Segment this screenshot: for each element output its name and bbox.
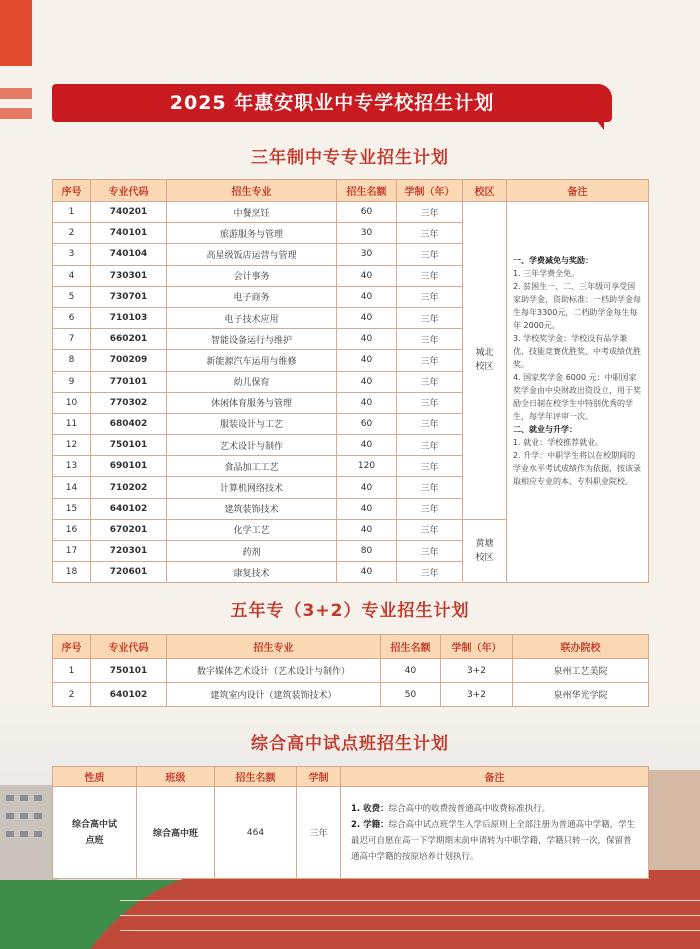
table-row <box>53 683 649 707</box>
header-cell: 招生名额 <box>215 767 297 787</box>
section-title-five-year: 五年专（3+2）专业招生计划 <box>230 601 470 621</box>
notes-heading: 2. 学籍： <box>351 819 389 830</box>
duration: 三年 <box>397 392 463 413</box>
major-name: 新能源汽车运用与维修 <box>167 350 337 371</box>
header-cell: 序号 <box>53 635 91 659</box>
major-name: 建筑装饰技术 <box>167 498 337 519</box>
major-name: 电子商务 <box>167 286 337 307</box>
row-index: 13 <box>53 456 91 477</box>
duration: 三年 <box>397 223 463 244</box>
major-code: 690101 <box>91 456 167 477</box>
duration: 三年 <box>397 435 463 456</box>
quota: 40 <box>337 329 397 350</box>
quota: 40 <box>381 659 441 683</box>
header-cell: 备注 <box>341 767 649 787</box>
notes-text: 2. 升学：中职学生将以在校期间的学业水平考试成绩作为依据，按该录取相应专业的本、专科职业院校。 <box>513 451 641 486</box>
duration: 三年 <box>397 265 463 286</box>
header-cell: 学制 <box>297 767 341 787</box>
duration: 三年 <box>397 202 463 223</box>
notes-cell <box>341 787 649 879</box>
quota: 60 <box>337 413 397 434</box>
row-index: 8 <box>53 350 91 371</box>
major-code: 720301 <box>91 541 167 562</box>
duration: 三年 <box>397 307 463 328</box>
major-name: 化学工艺 <box>167 519 337 540</box>
duration: 三年 <box>397 456 463 477</box>
partner-college: 泉州工艺美院 <box>513 659 649 683</box>
three-year-plan-table <box>52 179 649 583</box>
duration: 三年 <box>397 371 463 392</box>
table-header-row <box>53 180 649 202</box>
major-code: 670201 <box>91 519 167 540</box>
major-name: 建筑室内设计（建筑装饰技术） <box>167 683 381 707</box>
quota: 40 <box>337 371 397 392</box>
major-code: 750101 <box>91 435 167 456</box>
header-cell: 专业代码 <box>91 635 167 659</box>
header-cell: 班级 <box>137 767 215 787</box>
row-index: 14 <box>53 477 91 498</box>
row-index: 18 <box>53 562 91 583</box>
notes-text: 综合高中的收费按普通高中收费标准执行。 <box>388 803 551 814</box>
comprehensive-plan-table <box>52 766 649 879</box>
class-nature-text: 综合高中试点班 <box>71 819 117 846</box>
partner-college: 泉州华光学院 <box>513 683 649 707</box>
major-name: 药剂 <box>167 541 337 562</box>
duration: 三年 <box>397 413 463 434</box>
duration: 三年 <box>397 477 463 498</box>
header-cell: 学制（年） <box>397 180 463 202</box>
major-code: 640102 <box>91 683 167 707</box>
duration: 三年 <box>397 350 463 371</box>
header-cell: 校区 <box>463 180 507 202</box>
notes-text: 3. 学校奖学金：学校设有品学兼优、技能竞赛优胜奖、中考成绩优胜奖。 <box>513 334 641 369</box>
five-year-plan-table <box>52 634 649 707</box>
major-code: 740201 <box>91 202 167 223</box>
major-code: 770101 <box>91 371 167 392</box>
class-nature <box>53 787 137 879</box>
major-name: 康复技术 <box>167 562 337 583</box>
duration: 三年 <box>297 787 341 879</box>
major-name: 幼儿保育 <box>167 371 337 392</box>
major-code: 680402 <box>91 413 167 434</box>
header-cell: 备注 <box>507 180 649 202</box>
row-index: 11 <box>53 413 91 434</box>
row-index: 4 <box>53 265 91 286</box>
notes-text: 4. 国家奖学金 6000 元：中职国家奖学金由中央财政出资设立，用于奖励全日制在校学生中特别优秀的学生，每学年评审一次。 <box>513 373 641 421</box>
major-code: 770302 <box>91 392 167 413</box>
major-code: 700209 <box>91 350 167 371</box>
quota: 40 <box>337 286 397 307</box>
duration: 三年 <box>397 562 463 583</box>
major-name: 高星级饭店运营与管理 <box>167 244 337 265</box>
table-header-row <box>53 635 649 659</box>
table-row <box>53 787 649 879</box>
notes-text: 1. 就业：学校推荐就业。 <box>513 438 604 447</box>
header-cell: 学制（年） <box>441 635 513 659</box>
header-cell: 招生名额 <box>381 635 441 659</box>
header-cell: 招生专业 <box>167 635 381 659</box>
duration: 三年 <box>397 519 463 540</box>
row-index: 2 <box>53 683 91 707</box>
quota: 60 <box>337 202 397 223</box>
table-row <box>53 659 649 683</box>
major-code: 660201 <box>91 329 167 350</box>
major-code: 710202 <box>91 477 167 498</box>
major-name: 中餐烹饪 <box>167 202 337 223</box>
major-name: 计算机网络技术 <box>167 477 337 498</box>
row-index: 10 <box>53 392 91 413</box>
notes-text: 综合高中试点班学生入学后原则上全部注册为普通高中学籍，学生最迟可自愿在高一下学期期末前申请转为中职学籍，学籍只转一次，保留普通高中学籍的按原培养计划执行。 <box>351 819 636 862</box>
major-code: 640102 <box>91 498 167 519</box>
major-code: 730301 <box>91 265 167 286</box>
quota: 30 <box>337 223 397 244</box>
row-index: 5 <box>53 286 91 307</box>
quota: 80 <box>337 541 397 562</box>
notes-text: 2. 贫困生一、二、三年级可享受国家助学金，资助标准：一档助学金每生每年3300元，二档助学金每生每年 2000元。 <box>513 282 641 330</box>
major-code: 720601 <box>91 562 167 583</box>
header-cell: 招生专业 <box>167 180 337 202</box>
quota: 40 <box>337 498 397 519</box>
row-index: 12 <box>53 435 91 456</box>
duration: 三年 <box>397 244 463 265</box>
row-index: 16 <box>53 519 91 540</box>
quota: 50 <box>381 683 441 707</box>
header-cell: 性质 <box>53 767 137 787</box>
quota: 40 <box>337 392 397 413</box>
table-header-row <box>53 767 649 787</box>
section-title-comprehensive: 综合高中试点班招生计划 <box>251 734 449 754</box>
header-cell: 专业代码 <box>91 180 167 202</box>
row-index: 1 <box>53 659 91 683</box>
major-name: 休闲体育服务与管理 <box>167 392 337 413</box>
quota: 40 <box>337 350 397 371</box>
duration: 3+2 <box>441 659 513 683</box>
major-name: 服装设计与工艺 <box>167 413 337 434</box>
campus-north <box>463 202 507 520</box>
notes-text: 1. 三年学费全免。 <box>513 269 580 278</box>
quota: 464 <box>215 787 297 879</box>
major-name: 数字媒体艺术设计（艺术设计与制作） <box>167 659 381 683</box>
header-cell: 联办院校 <box>513 635 649 659</box>
campus-label: 城北校区 <box>475 348 494 373</box>
major-name: 电子技术应用 <box>167 307 337 328</box>
notes-heading: 1. 收费： <box>351 803 389 814</box>
major-code: 750101 <box>91 659 167 683</box>
quota: 40 <box>337 265 397 286</box>
campus-label: 黄塘校区 <box>475 539 494 564</box>
row-index: 15 <box>53 498 91 519</box>
section-title-three-year: 三年制中专专业招生计划 <box>251 148 449 168</box>
row-index: 9 <box>53 371 91 392</box>
notes-heading: 二、就业与升学： <box>513 425 577 434</box>
duration: 三年 <box>397 498 463 519</box>
header-cell: 招生名额 <box>337 180 397 202</box>
notes-heading: 一、学费减免与奖励： <box>513 256 593 265</box>
corner-decoration <box>0 0 32 66</box>
quota: 40 <box>337 562 397 583</box>
duration: 三年 <box>397 329 463 350</box>
duration: 三年 <box>397 541 463 562</box>
major-name: 智能设备运行与维护 <box>167 329 337 350</box>
major-code: 740104 <box>91 244 167 265</box>
major-code: 730701 <box>91 286 167 307</box>
quota: 40 <box>337 435 397 456</box>
header-cell: 序号 <box>53 180 91 202</box>
major-code: 740101 <box>91 223 167 244</box>
quota: 30 <box>337 244 397 265</box>
row-index: 17 <box>53 541 91 562</box>
quota: 40 <box>337 307 397 328</box>
major-name: 食品加工工艺 <box>167 456 337 477</box>
table-row <box>53 202 649 223</box>
major-name: 艺术设计与制作 <box>167 435 337 456</box>
row-index: 3 <box>53 244 91 265</box>
duration: 三年 <box>397 286 463 307</box>
stripe-decoration <box>0 108 32 119</box>
quota: 40 <box>337 477 397 498</box>
major-name: 会计事务 <box>167 265 337 286</box>
class-name: 综合高中班 <box>137 787 215 879</box>
campus-huangtang <box>463 519 507 583</box>
row-index: 6 <box>53 307 91 328</box>
stripe-decoration <box>0 88 32 99</box>
quota: 120 <box>337 456 397 477</box>
duration: 3+2 <box>441 683 513 707</box>
major-code: 710103 <box>91 307 167 328</box>
row-index: 2 <box>53 223 91 244</box>
major-name: 旅游服务与管理 <box>167 223 337 244</box>
quota: 40 <box>337 519 397 540</box>
notes-cell <box>507 202 649 583</box>
row-index: 7 <box>53 329 91 350</box>
row-index: 1 <box>53 202 91 223</box>
page-title: 2025 年惠安职业中专学校招生计划 <box>169 92 495 114</box>
